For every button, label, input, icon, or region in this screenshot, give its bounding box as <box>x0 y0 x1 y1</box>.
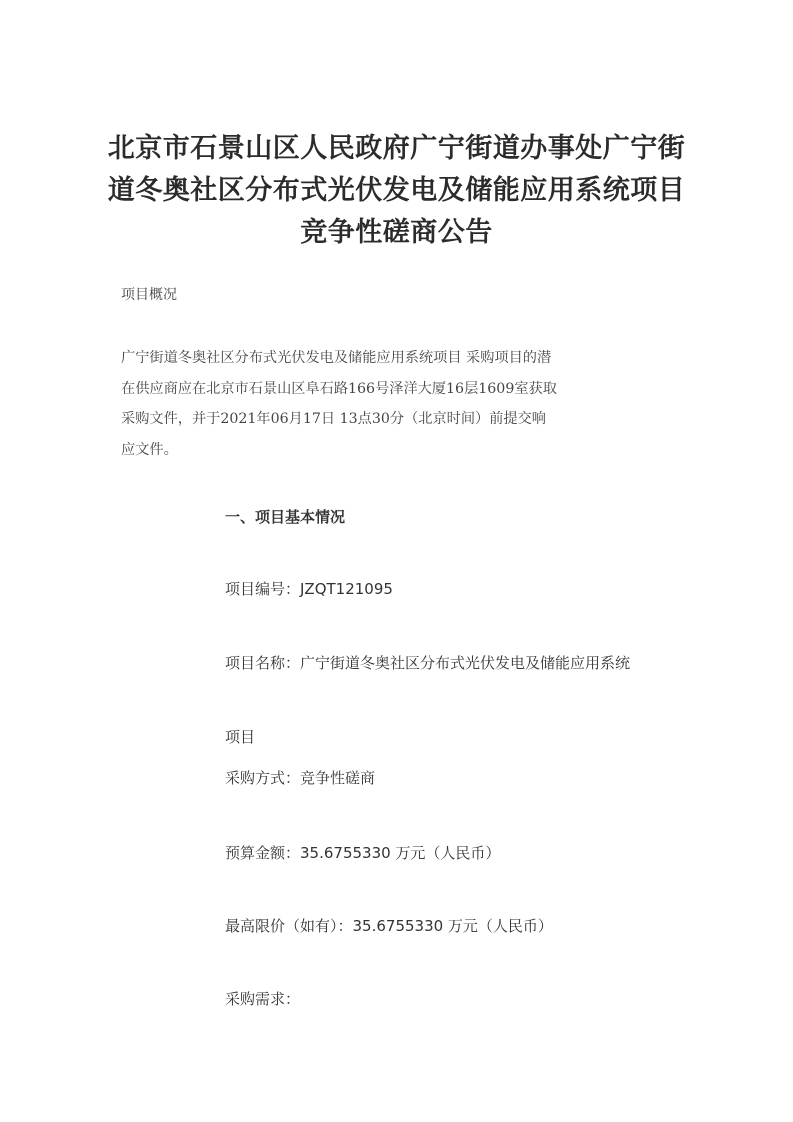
project-name <box>225 642 665 758</box>
intro-line-3: 采购文件，并于2021年06月17日 13点30分（北京时间）前提交响 <box>121 411 546 428</box>
document-title <box>100 128 693 254</box>
section-heading-basic-info: 一、项目基本情况 <box>225 508 346 526</box>
project-number: 项目编号：JZQT121095 <box>225 580 393 598</box>
budget-amount: 预算金额：35.6755330 万元（人民币） <box>225 844 501 862</box>
title-line-2: 道冬奥社区分布式光伏发电及储能应用系统项目 <box>107 175 686 206</box>
project-name-line-2: 项目 <box>225 728 256 746</box>
overview-label: 项目概况 <box>121 287 177 303</box>
intro-line-2: 在供应商应在北京市石景山区阜石路166号泽洋大厦16层1609室获取 <box>121 380 557 397</box>
intro-line-1: 广宁街道冬奥社区分布式光伏发电及储能应用系统项目 采购项目的潜 <box>121 350 552 366</box>
intro-paragraph <box>121 343 621 465</box>
procurement-method: 采购方式：竞争性磋商 <box>225 769 376 787</box>
title-line-3: 竞争性磋商公告 <box>300 217 493 248</box>
max-price: 最高限价（如有）：35.6755330 万元（人民币） <box>225 917 553 935</box>
procurement-requirements: 采购需求： <box>225 990 301 1008</box>
title-line-1: 北京市石景山区人民政府广宁街道办事处广宁街 <box>107 133 686 164</box>
intro-line-4: 应文件。 <box>121 441 178 458</box>
project-name-line-1: 项目名称：广宁街道冬奥社区分布式光伏发电及储能应用系统 <box>225 654 631 672</box>
